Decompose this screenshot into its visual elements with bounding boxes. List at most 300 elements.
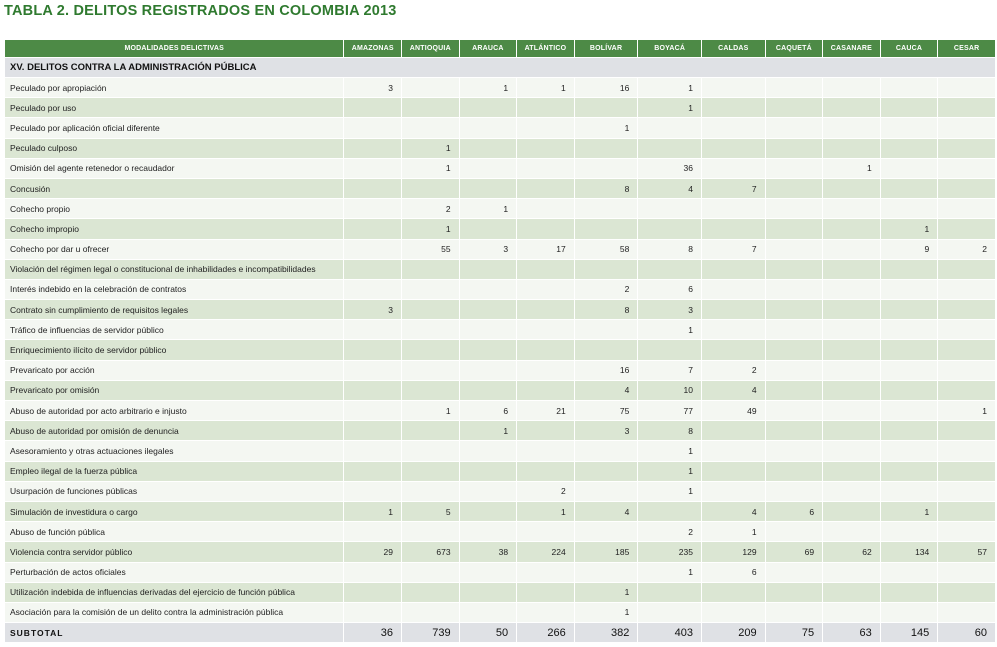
- table-cell: 1: [460, 78, 517, 98]
- table-row: [5, 361, 995, 381]
- table-cell: [881, 78, 938, 98]
- table-cell: [702, 118, 765, 138]
- table-cell: [344, 280, 401, 300]
- table-cell: [460, 118, 517, 138]
- table-cell: [766, 240, 823, 260]
- table-cell: 5: [402, 502, 459, 522]
- crimes-table: [4, 40, 996, 643]
- table-cell: 1: [702, 522, 765, 542]
- table-cell: [575, 522, 638, 542]
- table-cell: 55: [402, 240, 459, 260]
- table-cell: [402, 179, 459, 199]
- table-cell: [881, 381, 938, 401]
- subtotal-cell: 36: [344, 623, 401, 643]
- table-cell: 2: [517, 482, 574, 502]
- table-cell: 4: [702, 381, 765, 401]
- table-cell: [344, 320, 401, 340]
- table-cell: [575, 340, 638, 360]
- table-cell: [517, 199, 574, 219]
- subtotal-cell: 60: [938, 623, 995, 643]
- table-cell: 1: [402, 401, 459, 421]
- table-row: [5, 300, 995, 320]
- table-cell: [402, 260, 459, 280]
- table-cell: [402, 78, 459, 98]
- table-cell: 8: [575, 179, 638, 199]
- row-label: Asesoramiento y otras actuaciones ilegales: [5, 441, 343, 461]
- table-cell: [938, 441, 995, 461]
- table-cell: [938, 159, 995, 179]
- table-cell: 62: [823, 542, 880, 562]
- table-cell: 3: [575, 421, 638, 441]
- table-cell: [517, 340, 574, 360]
- subtotal-cell: 63: [823, 623, 880, 643]
- table-cell: [344, 340, 401, 360]
- table-cell: [766, 219, 823, 239]
- table-cell: [938, 260, 995, 280]
- table-cell: [881, 482, 938, 502]
- table-row: [5, 421, 995, 441]
- table-cell: 1: [638, 320, 701, 340]
- table-cell: 1: [575, 118, 638, 138]
- table-cell: 4: [575, 381, 638, 401]
- table-cell: [402, 583, 459, 603]
- table-cell: [344, 179, 401, 199]
- header-row: [5, 40, 995, 58]
- table-cell: [402, 361, 459, 381]
- table-cell: 1: [517, 78, 574, 98]
- table-cell: 3: [460, 240, 517, 260]
- table-cell: [823, 179, 880, 199]
- table-row: [5, 139, 995, 159]
- table-cell: [702, 78, 765, 98]
- table-cell: [881, 361, 938, 381]
- table-cell: 75: [575, 401, 638, 421]
- table-cell: [881, 179, 938, 199]
- table-cell: [460, 139, 517, 159]
- table-cell: 6: [638, 280, 701, 300]
- table-cell: [881, 462, 938, 482]
- table-row: [5, 98, 995, 118]
- table-cell: 185: [575, 542, 638, 562]
- table-cell: [344, 522, 401, 542]
- table-cell: 1: [460, 199, 517, 219]
- table-cell: [823, 361, 880, 381]
- table-cell: [344, 118, 401, 138]
- column-header-cesar: CESAR: [938, 40, 995, 58]
- table-cell: [702, 583, 765, 603]
- table-cell: [517, 118, 574, 138]
- table-cell: 3: [344, 300, 401, 320]
- subtotal-label: SUBTOTAL: [5, 623, 343, 643]
- table-cell: [823, 280, 880, 300]
- table-cell: 4: [575, 502, 638, 522]
- table-cell: [517, 522, 574, 542]
- column-header-atlantico: ATLÁNTICO: [517, 40, 574, 58]
- table-cell: 134: [881, 542, 938, 562]
- table-cell: 1: [344, 502, 401, 522]
- table-cell: [702, 159, 765, 179]
- table-cell: [823, 482, 880, 502]
- table-cell: [575, 260, 638, 280]
- table-cell: 2: [702, 361, 765, 381]
- table-cell: 4: [638, 179, 701, 199]
- column-header-modalidades: MODALIDADES DELICTIVAS: [5, 40, 343, 58]
- table-cell: 2: [638, 522, 701, 542]
- table-cell: 1: [638, 78, 701, 98]
- table-cell: 4: [702, 502, 765, 522]
- table-cell: 1: [638, 462, 701, 482]
- table-cell: [938, 482, 995, 502]
- table-cell: [638, 260, 701, 280]
- table-cell: [881, 421, 938, 441]
- table-cell: [881, 260, 938, 280]
- table-cell: 1: [402, 139, 459, 159]
- table-cell: 129: [702, 542, 765, 562]
- row-label: Concusión: [5, 179, 343, 199]
- row-label: Peculado culposo: [5, 139, 343, 159]
- table-cell: [460, 98, 517, 118]
- table-cell: [344, 98, 401, 118]
- table-row: [5, 401, 995, 421]
- table-cell: 8: [575, 300, 638, 320]
- table-cell: 1: [575, 583, 638, 603]
- table-cell: [344, 139, 401, 159]
- table-cell: [702, 98, 765, 118]
- table-cell: 1: [402, 219, 459, 239]
- table-cell: 235: [638, 542, 701, 562]
- row-label: Peculado por aplicación oficial diferente: [5, 118, 343, 138]
- table-cell: [638, 340, 701, 360]
- subtotal-cell: 403: [638, 623, 701, 643]
- subtotal-row: [5, 623, 995, 643]
- table-cell: [344, 482, 401, 502]
- table-cell: [575, 199, 638, 219]
- table-cell: [344, 199, 401, 219]
- table-cell: 17: [517, 240, 574, 260]
- table-cell: [702, 340, 765, 360]
- table-cell: 8: [638, 240, 701, 260]
- table-cell: 7: [702, 240, 765, 260]
- table-cell: [938, 421, 995, 441]
- table-cell: [766, 320, 823, 340]
- column-header-amazonas: AMAZONAS: [344, 40, 401, 58]
- table-cell: 69: [766, 542, 823, 562]
- table-row: [5, 462, 995, 482]
- table-cell: [766, 260, 823, 280]
- table-cell: [517, 98, 574, 118]
- table-cell: [823, 421, 880, 441]
- table-cell: 1: [460, 421, 517, 441]
- table-cell: [402, 320, 459, 340]
- table-cell: [575, 563, 638, 583]
- table-cell: [517, 260, 574, 280]
- table-cell: [766, 280, 823, 300]
- table-cell: [881, 583, 938, 603]
- table-cell: [460, 441, 517, 461]
- row-label: Tráfico de influencias de servidor público: [5, 320, 343, 340]
- table-cell: [344, 401, 401, 421]
- table-cell: [402, 280, 459, 300]
- table-cell: [766, 159, 823, 179]
- table-cell: [938, 199, 995, 219]
- column-header-bolivar: BOLÍVAR: [575, 40, 638, 58]
- table-cell: [823, 603, 880, 623]
- table-cell: [938, 139, 995, 159]
- table-cell: [823, 78, 880, 98]
- table-cell: [460, 280, 517, 300]
- table-cell: 36: [638, 159, 701, 179]
- row-label: Utilización indebida de influencias derivadas del ejercicio de función pública: [5, 583, 343, 603]
- table-cell: [402, 300, 459, 320]
- table-cell: 1: [517, 502, 574, 522]
- table-cell: [823, 139, 880, 159]
- table-row: [5, 260, 995, 280]
- table-cell: [460, 361, 517, 381]
- table-cell: [460, 179, 517, 199]
- column-header-caqueta: CAQUETÁ: [766, 40, 823, 58]
- table-cell: 1: [823, 159, 880, 179]
- subtotal-cell: 266: [517, 623, 574, 643]
- table-cell: [344, 563, 401, 583]
- subtotal-cell: 209: [702, 623, 765, 643]
- table-cell: [575, 98, 638, 118]
- table-cell: [766, 78, 823, 98]
- table-cell: [823, 240, 880, 260]
- table-row: [5, 219, 995, 239]
- table-cell: 6: [460, 401, 517, 421]
- table-cell: 38: [460, 542, 517, 562]
- table-row: [5, 340, 995, 360]
- table-cell: [402, 98, 459, 118]
- table-cell: [938, 522, 995, 542]
- table-cell: [575, 159, 638, 179]
- table-cell: [881, 300, 938, 320]
- subtotal-cell: 145: [881, 623, 938, 643]
- table-cell: [702, 280, 765, 300]
- table-cell: 16: [575, 361, 638, 381]
- table-cell: [823, 401, 880, 421]
- row-label: Cohecho propio: [5, 199, 343, 219]
- table-cell: [823, 462, 880, 482]
- table-cell: [638, 139, 701, 159]
- table-cell: [460, 522, 517, 542]
- table-cell: [702, 482, 765, 502]
- table-cell: [881, 159, 938, 179]
- table-cell: [517, 441, 574, 461]
- table-cell: [881, 139, 938, 159]
- table-cell: 16: [575, 78, 638, 98]
- column-header-antioquia: ANTIOQUIA: [402, 40, 459, 58]
- table-cell: [344, 361, 401, 381]
- table-cell: [702, 199, 765, 219]
- table-cell: [938, 118, 995, 138]
- table-cell: [460, 583, 517, 603]
- table-cell: [881, 563, 938, 583]
- table-cell: [402, 381, 459, 401]
- table-cell: [823, 219, 880, 239]
- table-cell: [766, 381, 823, 401]
- table-cell: [402, 421, 459, 441]
- table-cell: [881, 280, 938, 300]
- table-row: [5, 441, 995, 461]
- table-cell: [575, 219, 638, 239]
- table-cell: [938, 98, 995, 118]
- table-cell: 6: [766, 502, 823, 522]
- table-cell: [517, 159, 574, 179]
- row-label: Abuso de autoridad por omisión de denuncia: [5, 421, 343, 441]
- table-title: [4, 3, 397, 19]
- table-row: [5, 179, 995, 199]
- table-cell: 1: [881, 502, 938, 522]
- table-cell: [938, 361, 995, 381]
- table-cell: [460, 381, 517, 401]
- table-row: [5, 603, 995, 623]
- table-cell: 1: [638, 98, 701, 118]
- table-cell: 9: [881, 240, 938, 260]
- table-cell: 673: [402, 542, 459, 562]
- table-cell: [638, 219, 701, 239]
- table-cell: [344, 583, 401, 603]
- table-cell: [938, 502, 995, 522]
- table-cell: [638, 603, 701, 623]
- table-cell: [766, 300, 823, 320]
- table-title-text: DELITOS REGISTRADOS EN COLOMBIA 2013: [73, 3, 397, 19]
- table-cell: 77: [638, 401, 701, 421]
- table-cell: [823, 583, 880, 603]
- column-header-boyaca: BOYACÁ: [638, 40, 701, 58]
- table-cell: [938, 563, 995, 583]
- table-cell: [517, 361, 574, 381]
- table-cell: [823, 98, 880, 118]
- table-cell: [766, 199, 823, 219]
- table-row: [5, 522, 995, 542]
- table-cell: [766, 401, 823, 421]
- table-cell: [460, 603, 517, 623]
- table-cell: 29: [344, 542, 401, 562]
- table-cell: [344, 240, 401, 260]
- table-cell: [575, 139, 638, 159]
- table-cell: [766, 522, 823, 542]
- row-label: Prevaricato por omisión: [5, 381, 343, 401]
- table-cell: [938, 583, 995, 603]
- table-cell: [402, 522, 459, 542]
- table-cell: 1: [575, 603, 638, 623]
- table-cell: [575, 482, 638, 502]
- table-cell: [517, 381, 574, 401]
- table-cell: [823, 502, 880, 522]
- section-title: XV. DELITOS CONTRA LA ADMINISTRACIÓN PÚBLICA: [5, 58, 995, 78]
- table-row: [5, 118, 995, 138]
- row-label: Contrato sin cumplimiento de requisitos legales: [5, 300, 343, 320]
- table-cell: [938, 320, 995, 340]
- table-cell: [938, 462, 995, 482]
- table-cell: [460, 219, 517, 239]
- table-cell: [766, 421, 823, 441]
- table-cell: [517, 563, 574, 583]
- row-label: Peculado por apropiación: [5, 78, 343, 98]
- table-row: [5, 78, 995, 98]
- table-cell: [517, 603, 574, 623]
- table-cell: [938, 381, 995, 401]
- row-label: Perturbación de actos oficiales: [5, 563, 343, 583]
- row-label: Abuso de función pública: [5, 522, 343, 542]
- table-cell: [638, 118, 701, 138]
- table-cell: [881, 118, 938, 138]
- table-cell: [766, 98, 823, 118]
- table-cell: [402, 118, 459, 138]
- table-cell: 2: [938, 240, 995, 260]
- table-cell: [938, 300, 995, 320]
- table-cell: [344, 421, 401, 441]
- table-cell: 1: [402, 159, 459, 179]
- table-cell: 1: [638, 441, 701, 461]
- table-cell: 3: [344, 78, 401, 98]
- table-cell: [881, 320, 938, 340]
- table-cell: [638, 199, 701, 219]
- table-row: [5, 542, 995, 562]
- table-cell: [702, 603, 765, 623]
- table-cell: [702, 441, 765, 461]
- table-cell: 3: [638, 300, 701, 320]
- table-cell: [823, 118, 880, 138]
- table-cell: 58: [575, 240, 638, 260]
- table-cell: [766, 482, 823, 502]
- table-number: TABLA 2.: [4, 3, 70, 19]
- table-cell: [938, 280, 995, 300]
- table-cell: [575, 462, 638, 482]
- table-cell: 6: [702, 563, 765, 583]
- table-cell: [460, 563, 517, 583]
- table-cell: [402, 563, 459, 583]
- table-cell: [460, 300, 517, 320]
- section-row: [5, 58, 995, 78]
- table-cell: [702, 462, 765, 482]
- table-cell: [460, 320, 517, 340]
- table-cell: [402, 340, 459, 360]
- row-label: Violencia contra servidor público: [5, 542, 343, 562]
- table-cell: [460, 260, 517, 280]
- table-cell: [823, 340, 880, 360]
- table-cell: 1: [938, 401, 995, 421]
- table-row: [5, 502, 995, 522]
- table-cell: 21: [517, 401, 574, 421]
- table-cell: [823, 260, 880, 280]
- table-cell: [823, 441, 880, 461]
- table-cell: [881, 340, 938, 360]
- table-cell: [938, 340, 995, 360]
- table-cell: [881, 199, 938, 219]
- table-cell: [575, 320, 638, 340]
- table-cell: [517, 219, 574, 239]
- row-label: Peculado por uso: [5, 98, 343, 118]
- row-label: Abuso de autoridad por acto arbitrario e injusto: [5, 401, 343, 421]
- column-header-caldas: CALDAS: [702, 40, 765, 58]
- table-cell: [517, 583, 574, 603]
- table-cell: [402, 603, 459, 623]
- table-cell: [766, 603, 823, 623]
- table-cell: [638, 583, 701, 603]
- table-cell: [766, 462, 823, 482]
- row-label: Prevaricato por acción: [5, 361, 343, 381]
- row-label: Cohecho por dar u ofrecer: [5, 240, 343, 260]
- table-cell: [881, 98, 938, 118]
- row-label: Omisión del agente retenedor o recaudador: [5, 159, 343, 179]
- table-cell: [517, 300, 574, 320]
- table-cell: [402, 482, 459, 502]
- row-label: Violación del régimen legal o constitucional de inhabilidades e incompatibilidades: [5, 260, 343, 280]
- row-label: Empleo ilegal de la fuerza pública: [5, 462, 343, 482]
- table-cell: 2: [402, 199, 459, 219]
